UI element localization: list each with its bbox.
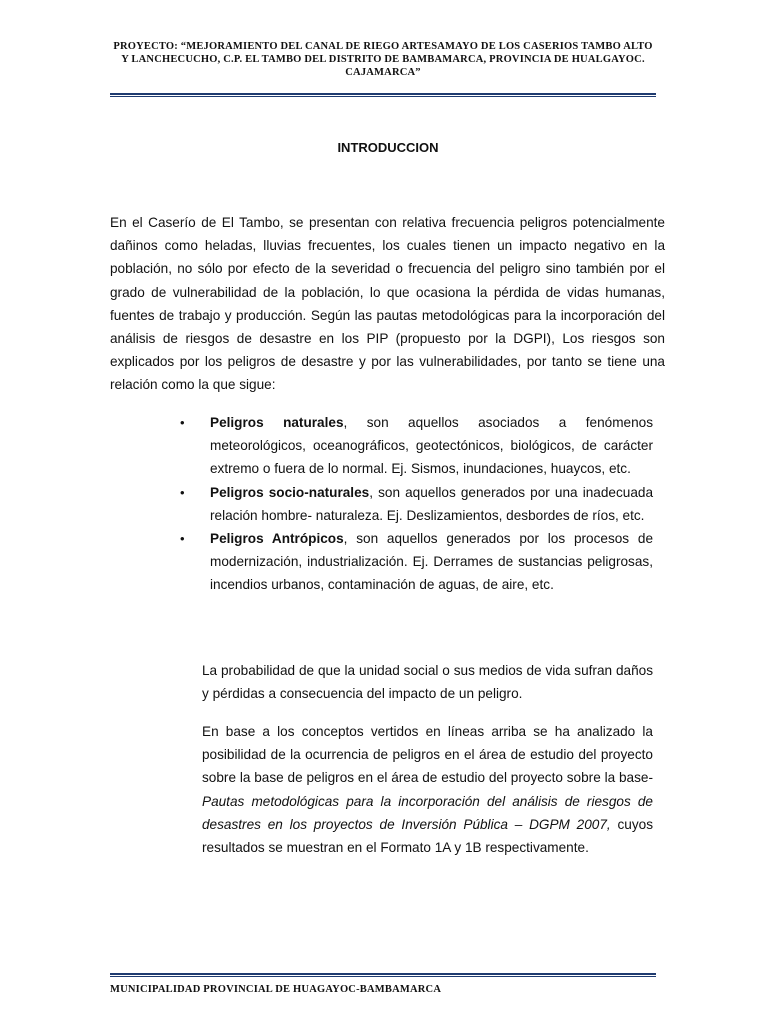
analysis-lead: En base a los conceptos vertidos en líneas arriba se ha analizado la posibilidad de la ocurrencia de peligros en el área de estudio del proyecto sobre la base de peligros en el área de estudio del proyecto sobre la base- (202, 724, 653, 786)
bullet-icon: • (180, 415, 185, 430)
hazard-list (180, 411, 653, 597)
analysis-tail: cuyos resultados se muestran en el Formato 1A y 1B respectivamente. (202, 816, 653, 856)
methodology-reference: Pautas metodológicas para la incorporación del análisis de riesgos de desastres en los proyectos de Inversión Pública – DGPM 2007, (202, 793, 653, 832)
header-rule (110, 93, 656, 97)
hazard-term: Peligros Antrópicos (210, 531, 344, 547)
list-item (180, 481, 653, 527)
page-title: INTRODUCCION (337, 140, 439, 155)
analysis-paragraph (202, 720, 653, 859)
footer-rule (110, 973, 656, 977)
hazard-description: , son aquellos generados por una inadecuada relación hombre- naturaleza. Ej. Deslizamientos, desbordes de ríos, etc. (210, 484, 653, 523)
page-footer: MUNICIPALIDAD PROVINCIAL DE HUAGAYOC-BAMBAMARCA (110, 984, 442, 995)
hazard-description: , son aquellos generados por los procesos de modernización, industrialización. Ej. Derrames de sustancias peligrosas, incendios urbanos, contaminación de aguas, de aire, etc. (210, 531, 654, 593)
hazard-term: Peligros socio-naturales (210, 484, 370, 500)
intro-paragraph: En el Caserío de El Tambo, se presentan con relativa frecuencia peligros potencialmente dañinos como heladas, lluvias frecuentes, los cuales tienen un impacto negativo en la población, no sólo por efecto de la severidad o frecuencia del peligro sino también por el grado de vulnerabilidad de la población, lo que ocasiona la pérdida de vidas humanas, fuentes de trabajo y producción. Según las pautas metodológicas para la incorporación del análisis de riesgos de desastre en los PIP (propuesto por la DGPI), Los riesgos son explicados por los peligros de desastre y por las vulnerabilidades, por tanto se tiene una relación como la que sigue: (110, 215, 665, 393)
list-item (180, 527, 653, 597)
hazard-description: , son aquellos asociados a fenómenos meteorológicos, oceanográficos, geotectónicos, biológicos, de carácter extremo o fuera de lo normal. Ej. Sismos, inundaciones, huaycos, etc. (210, 415, 654, 477)
bullet-icon: • (180, 531, 185, 547)
probability-paragraph: La probabilidad de que la unidad social o sus medios de vida sufran daños y pérdidas a consecuencia del impacto de un peligro. (202, 663, 653, 702)
list-item (180, 411, 653, 481)
bullet-icon: • (180, 484, 185, 500)
hazard-term: Peligros naturales (210, 415, 344, 430)
page-header: PROYECTO: “MEJORAMIENTO DEL CANAL DE RIEGO ARTESAMAYO DE LOS CASERIOS TAMBO ALTO Y LANCHECUCHO, C.P. EL TAMBO DEL DISTRITO DE BAMBAMARCA, PROVINCIA DE HUALGAYOC. CAJAMARCA” (113, 41, 653, 78)
